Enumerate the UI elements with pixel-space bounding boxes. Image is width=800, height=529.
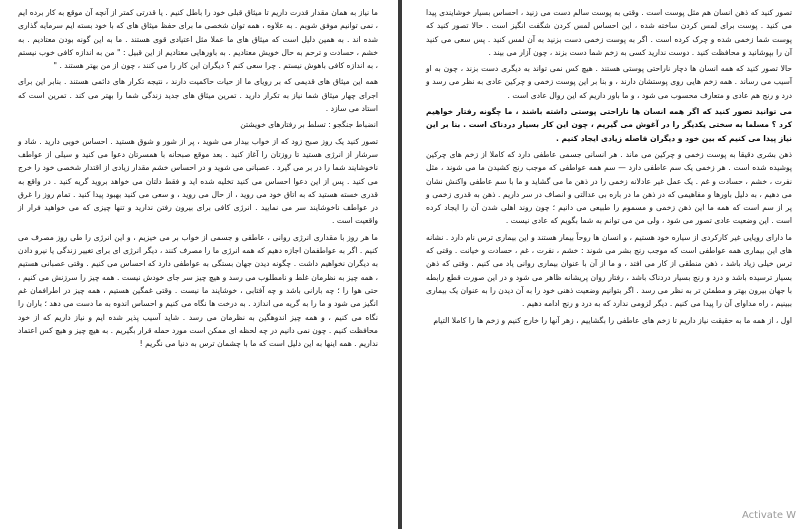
right-paragraph-5: ما دارای رویایی غیر کارکردی از سیاره خود هستیم ، و انسان ها روحاً بیمار هستند و این بیماری ترس نام دارد . نشانه های این بیماری همه عواطفی است که موجب رنج بشر می شوند : خشم ، نفرت ، غم ، حسادت و خیانت . وقتی که ترس خیلی زیاد باشد ، ذهن منطقی از کار می افتد ، و ما از آن با عنوان بیماری روانی یاد می کنیم . وقتی که ذهن بسیار ترسیده باشد و درد و رنج بسیار دردناک باشد ، رفتار روان پریشانه ظاهر می شود و در این صورت قطع رابطه با جهان بیرون بهتر و مطمئن تر به نظر می رسد . اگر بتوانیم وضعیت ذهنی خود را به آن دیدن را به عنوان یک بیماری ببینیم ، راه مداوای آن را پیدا می کنیم . دیگر لزومی ندارد که به درد و رنج ادامه دهیم . bbox=[426, 232, 792, 309]
right-paragraph-6: اول ، از همه ما به حقیقت نیاز داریم تا زخم های عاطفی را بگشاییم ، زهر آنها را خارج کنیم و زخم ها را کاملا التیام bbox=[433, 315, 792, 325]
left-paragraph-3: تصور کنید یک روز صبح زود که از خواب بیدار می شوید ، پر از شور و شوق هستید . احساس خوبی دارید . شاد و سرشار از انرژی هستید تا روزتان را آغاز کنید . بعد موقع صبحانه با همسرتان دعوا می کنید و سیلی از عواطف ناخوشایند شما را در بر می گیرد . عصبانی می شوید و در احساس خشم مقدار زیادی از اقتدار شخصی خود را خرج می کنید . پس از این دعوا احساس می کنید تخلیه شده اید و فقط دلتان می خواهد بروید گریه کنید . در واقع به قدری خسته هستید که به اتاق خود می روید ، از حال می روید ، و سعی می کنید بهبود پیدا کنید . تمام روز را غرق در عواطف ناخوشایند سر می نمایید . انرژی کافی برای بیرون رفتن ندارید و تنها چیزی که می خواهید فرار از واقعیت است . bbox=[18, 136, 378, 226]
activation-watermark: Activate W bbox=[742, 510, 797, 521]
right-paragraph-4: ذهن بشری دقیقا به پوست زخمی و چرکین می ماند . هر انسانی جسمی عاطفی دارد که کاملا از زخم های چرکین پوشیده شده است . هر زخمی یک سم عاطفی دارد — سم همه عواطفی که موجب رنج کشیدن ما می شوند ، مثل نفرت ، خشم ، حسادت و غم . یک عمل غیر عادلانه زخمی را در ذهن ما می گشاید و ما با سم عاطفی واکنش نشان می دهیم ، به دلیل باورها و مفاهیمی که در ذهن ما در باره بی عدالتی و انصاف در سر داریم . ذهن به قدری زخمی و پر از سم است که همه ما این ذهن زخمی و مسموم را طبیعی می دانیم ؛ چون روند اهلی شدن آن را ایجاد کرده است . این وضعیت عادی تصور می شود ، ولی من می توانم به شما بگویم که عادی نیست . bbox=[426, 149, 792, 226]
left-paragraph-2: همه این میثاق های قدیمی که بر رویای ما از حیات حاکمیت دارند ، نتیجه تکرار های دائمی هستند . بنابر این برای اجرای چهار میثاق شما نیاز به تکرار دارید . تمرین میثاق های جدید زندگی شما را بهتر می کند . تمرین است که استاد می سازد . bbox=[18, 77, 378, 114]
left-section-heading: انضباط جنگجو : تسلط بر رفتارهای خویشتن bbox=[240, 120, 378, 130]
right-paragraph-2: حالا تصور کنید که همه انسان ها دچار ناراحتی پوستی هستند . هیچ کس نمی تواند به دیگری دست بزند ، چون به او آسیب می رساند . همه زخم هایی روی پوستشان دارند ، و بنا بر این پوست زخمی و چرکین عادی به نظر می رسد و درد و رنج هم عادی و متعارف محسوب می شود ، و ما باور داریم که این روال عادی است . bbox=[426, 64, 792, 100]
left-paragraph-1: ما نیاز به همان مقدار قدرت داریم تا میثاق قبلی خود را باطل کنیم . یا قدرتی کمتر از آنچه آن موقع به کار برده ایم ، نمی توانیم موفق شویم . به علاوه ، همه توان شخصی ما برای حفظ میثاق های که با خود بسته ایم سرمایه گذاری شده اند . به همین دلیل است که میثاق های ما عملا مثل اعتیادی قوی هستند . ما به این گونه بودن معتادیم . به خشم ، حسادت و ترحم به حال خویش معتادیم . به باورهایی معتادیم از این قبیل : " من به اندازه کافی خوب نیستم ، به اندازه کافی باهوش نیستم . چرا سعی کنم ؟ دیگران این کار را می کنند ، چون از من بهتر هستند . " bbox=[18, 8, 378, 71]
right-page bbox=[402, 0, 800, 529]
right-paragraph-1: تصور کنید که ذهن انسان هم مثل پوست است . وقتی به پوست سالم دست می زنید ، احساس بسیار خوشایندی پیدا می کنید . پوست برای لمس کردن ساخته شده ، این احساس لمس کردن شگفت انگیز است . حالا تصور کنید که پوست شما زخمی شده و چرک کرده است . اگر به پوست زخمی دست بزنید به آن لمس کنید . پس سعی می کنید آن را بپوشانید و محافظت کنید . دوست ندارید کسی به زخم شما دست بزند ، چون آزار می بیند . bbox=[426, 8, 792, 57]
right-paragraph-3: می توانید تصور کنید که اگر همه انسان ها ناراحتی پوستی داشته باشند ، ما چگونه رفتار خواهیم کرد ؟ مسلما به سختی یکدیگر را در آغوش می گیریم ، چون این کار بسیار دردناک است . بنا بر این نیاز پیدا می کنیم که بین خود و دیگران فاصله زیادی ایجاد کنیم . bbox=[426, 107, 792, 143]
left-page bbox=[0, 0, 398, 529]
left-paragraph-4: ما هر روز با مقداری انرژی روانی ، عاطفی و جسمی از خواب بر می خیزیم ، و این انرژی را طی روز مصرف می کنیم . اگر به عواطفمان اجازه دهیم که همه انرژی ما را مصرف کنند ، دیگر انرژی ای برای تغییر زندگی یا نیرو دادن به دیگران نخواهیم داشت . چگونه دیدن جهان بستگی به عواطفی دارد که احساس می کنیم . وقتی عصبانی هستیم ، همه چیز به نظرمان غلط و نامطلوب می رسد و هیچ چیز سر جای خودش نیست . همه چیز را سرزنش می کنیم ، حتی هوا را ؛ چه بارانی باشد و چه آفتابی ، خوشایند ما نیست . وقتی غمگین هستیم ، همه چیز در اطرافمان غم انگیز می شود و ما را به گریه می اندازد . به درخت ها نگاه می کنیم و احساس اندوه به ما دست می دهد ؛ باران را نگاه می کنیم ، و همه چیز اندوهگین به نظرمان می رسد . شاید آسیب پذیر شده ایم و نیاز داریم که از خود محافظت کنیم . چون نمی دانیم در چه لحظه ای ممکن است مورد حمله قرار بگیریم . به هیچ چیز و هیچ کس اعتماد نداریم . همه اینها به این دلیل است که ما با چشمان ترس به دنیا می نگریم ! bbox=[18, 232, 378, 349]
